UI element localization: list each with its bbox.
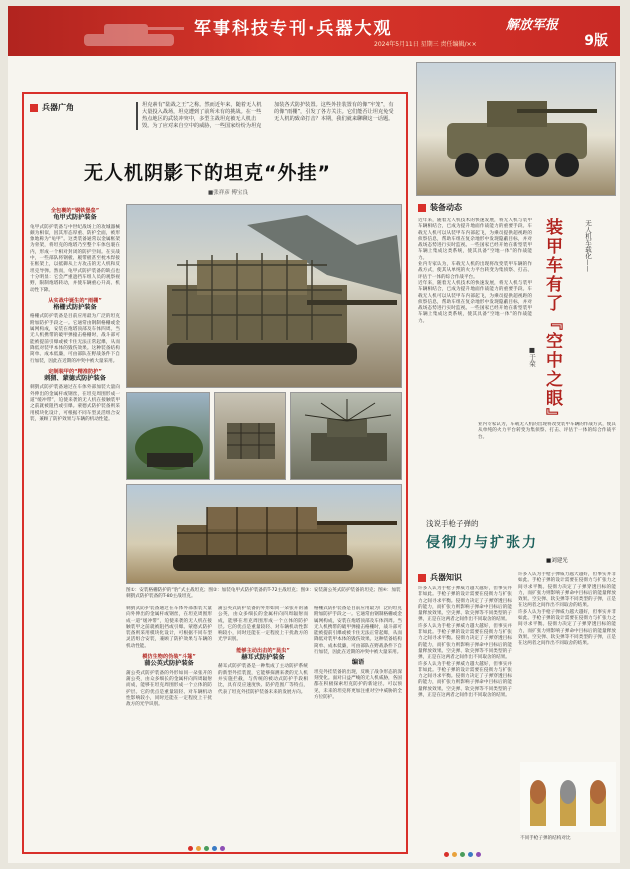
side-article-body — [418, 218, 532, 418]
tag-square-icon — [30, 104, 38, 112]
bottom-article-text: 许多人认为手枪子弹威力越大越好，但事实并非如此。手枪子弹的设计需要在侵彻力与扩张力之间寻求平衡。侵彻力决定了子弹穿透目标的能力，而扩张力则影响子弹命中目标后的能量释放效果。空尖弹、软尖弹等不同类型的子弹，正是在这两者之间作出不同取舍的结果。 — [518, 572, 616, 609]
section-body: 赫耳式防护装备是一种集成了主动防护系统的新型外挂装置，它能够探测来袭的无人机并实施拦截，与传统的被动式防护手段相比，具有反应速度快、防护范围广等特点，代表了坦克外挂防护装备未来的发展方向。 — [218, 664, 308, 695]
tank-silhouette-icon — [74, 10, 184, 54]
article-intro: 坦克素有“陆战之王”之称。然而近年来，随着无人机大量投入战场，坦克遭到了前所未有的挑战。在一些热点地区的武装冲突中，多型主战坦克被无人机击毁。为了应对来自空中的威胁，一些国家纷纷为坦克加装各式防护装置。这些外挂装置有的像“牢笼”，有的像“雨棚”，引发了各方关注。它们能否让坦克免受无人机的致命打击？本期，我们就来聊聊这一话题。 — [136, 102, 398, 130]
section-tag-equipment: 装备动态 — [418, 202, 462, 213]
center-text-column-3 — [314, 606, 402, 846]
side-article-byline: ■于荣 — [528, 346, 536, 367]
editor-note-label: 编语 — [351, 659, 365, 667]
section-body: 龟甲式防护装备与中世纪战场上的攻城器械颇为相似，因其形态厚重、防护全面，被形象地称为“龟甲”。这类装备通常以金属框架为骨架，将坦克的炮塔乃至整个车体包裹在内，形成一个相对封闭的防护空间。在实战中，一些部队将钢板、履带板甚至枕木焊接在框架上，以抵御从上方攻击的无人机和反坦克导弹。然而，龟甲式防护装备的缺点也十分明显：它会严重遮挡车组人员的观察视野，限制炮塔转动，并使车辆重心升高、机动性下降。 — [30, 224, 120, 293]
decorative-dots — [444, 852, 481, 857]
bottom-article-subtitle: 浅说手枪子弹的 — [426, 519, 479, 528]
bottom-article-column-2 — [518, 572, 616, 758]
section-title: 格栅式防护装备 — [53, 304, 97, 312]
page-number: 9版 — [584, 33, 608, 49]
center-text-column-2 — [218, 606, 308, 846]
section-body: 刺猬式防护装备通过在车体外部加装大量向外伸出的金属杆或钢丝，在坦克周围形成一道“缓冲带”，迫使来袭的无人机在接触装甲之前就被阻挡或引爆。蒙德式防护装备则采用模块化设计，可根据不同车型灵活组合安装，兼顾了防护效果与车辆的机动性能。 — [30, 385, 120, 422]
section-title: 龟甲式防护装备 — [53, 214, 97, 222]
section-label: 定制装甲的“精准防护” — [48, 368, 102, 375]
decorative-dots — [188, 846, 225, 851]
bottom-article-column-1 — [418, 586, 512, 848]
bottom-article-byline: ■刘建光 — [546, 558, 568, 564]
article-byline: ■张祥彦 傅宝良 — [208, 190, 248, 196]
photo-armored-vehicle — [416, 62, 616, 196]
section-body: 格栅式防护装备是目前应用最为广泛的坦克附加防护手段之一。它通常由钢制格栅或金属网构成，安装在炮塔顶部及车体四周。当无人机携带的破甲弹撞击格栅时，战斗部可能被提前引爆或被卡住无法正常起爆，从而降低对装甲本体的毁伤效果。这种装备结构简单、成本低廉，可由部队在野战条件下自行加装，因此在近期的冲突中被大量采用。 — [314, 606, 402, 656]
section-body: 刺猬式防护装备通过在车体外部加装大量向外伸出的金属杆或钢丝，在坦克周围形成一道“缓冲带”，迫使来袭的无人机在接触装甲之前就被阻挡或引爆。蒙德式防护装备则采用模块化设计，可根据不同车型灵活组合安装，兼顾了防护效果与车辆的机动性能。 — [126, 606, 212, 649]
bottom-article-text: 许多人认为手枪子弹威力越大越好，但事实并非如此。手枪子弹的设计需要在侵彻力与扩张力之间寻求平衡。侵彻力决定了子弹穿透目标的能力，而扩张力则影响子弹命中目标后的能量释放效果。空尖弹、软尖弹等不同类型的子弹，正是在这两者之间作出不同取舍的结果。 — [518, 609, 616, 647]
section-title: 刺猬、蒙德式防护装备 — [44, 375, 106, 383]
tag-square-icon — [418, 574, 426, 582]
bottom-article-title: 侵彻力与扩张力 — [426, 535, 538, 551]
section-label: 全包裹的“钢铁堡垒” — [50, 208, 100, 214]
photo-bullets — [520, 762, 616, 832]
bottom-article-text: 许多人认为手枪子弹威力越大越好，但事实并非如此。手枪子弹的设计需要在侵彻力与扩张力之间寻求平衡。侵彻力决定了子弹穿透目标的能力，而扩张力则影响子弹命中目标后的能量释放效果。空尖弹、软尖弹等不同类型的子弹，正是在这两者之间作出不同取舍的结果。 — [418, 661, 512, 699]
photo-tank-dandelion — [290, 392, 402, 480]
side-article-lead: 无人机车载化—— — [584, 220, 592, 272]
newspaper-logo: 解放军报 — [506, 18, 559, 33]
section-body: 格栅式防护装备是目前应用最为广泛的坦克附加防护手段之一。它通常由钢制格栅或金属网构成，安装在炮塔顶部及车体四周。当无人机携带的破甲弹撞击格栅时，战斗部可能被提前引爆或被卡住无法正常起爆，从而降低对装甲本体的毁伤效果。这种装备结构简单、成本低廉，可由部队在野战条件下自行加装，因此在近期的冲突中被大量采用。 — [30, 314, 120, 364]
left-text-column — [30, 204, 120, 844]
masthead-banner — [8, 6, 620, 56]
section-tag-weapons: 兵器广角 — [30, 102, 74, 113]
section-body: 蒲公英式防护装备的外形如同一朵张开的蒲公英，由众多细长的金属杆向四周辐射而成，能够在坦克周围形成一个立体的防护层。它的优点是重量较轻、对车辆机动性影响较小，同时还能在一定程度上干扰敌方的光学识别。 — [126, 670, 212, 708]
newspaper-page — [8, 6, 620, 863]
bottom-article-text: 许多人认为手枪子弹威力越大越好，但事实并非如此。手枪子弹的设计需要在侵彻力与扩张力之间寻求平衡。侵彻力决定了子弹穿透目标的能力，而扩张力则影响子弹命中目标后的能量释放效果。空尖弹、软尖弹等不同类型的子弹，正是在这两者之间作出不同取舍的结果。 — [418, 623, 512, 661]
side-article-text: 业内专家认为，车载无人机的出现将改变装甲车辆的作战方式，使其从单纯的火力平台转变为集侦察、打击、评估于一体的综合作战平台。 — [478, 422, 616, 440]
masthead-title: 军事科技专刊·兵器大观 — [194, 19, 393, 39]
section-tag-knowledge: 兵器知识 — [418, 572, 462, 583]
side-article-title: 装甲车有了『空中之眼』 — [542, 218, 562, 427]
editor-note-body: 坦克外挂装备的出现，反映了战争形态的深刻变化。面对日益严峻的无人机威胁，各国都在积极探索坦克防护的新途径。可以预见，未来的坦克将更加注重对空中威胁的全方位防护。 — [314, 669, 402, 700]
article-headline: 无人机阴影下的坦克“外挂” — [84, 162, 331, 184]
photo-tank-cage — [126, 204, 402, 388]
section-body: 蒲公英式防护装备的外形如同一朵张开的蒲公英，由众多细长的金属杆向四周辐射而成，能够在坦克周围形成一个立体的防护层。它的优点是重量较轻、对车辆机动性影响较小，同时还能在一定程度上干扰敌方的光学识别。 — [218, 606, 308, 643]
section-label: 能够主动出击的“昆虫” — [236, 647, 290, 654]
section-title: 蒲公英式防护装备 — [144, 660, 194, 668]
bottom-article-text: 许多人认为手枪子弹威力越大越好，但事实并非如此。手枪子弹的设计需要在侵彻力与扩张力之间寻求平衡。侵彻力决定了子弹穿透目标的能力，而扩张力则影响子弹命中目标后的能量释放效果。空尖弹、软尖弹等不同类型的子弹，正是在这两者之间作出不同取舍的结果。 — [418, 586, 512, 623]
dateline: 2024年5月11日 星期三 责任编辑/×× — [374, 41, 477, 48]
photo-tank-desert — [126, 484, 402, 584]
section-label: 从实战中诞生的“雨棚” — [48, 297, 102, 304]
photo-tank-camouflage — [126, 392, 210, 480]
side-article-body-end — [478, 422, 616, 512]
side-article-text: 近年来，随着无人机技术的快速发展，将无人机与装甲车辆相结合，已成为提升地面作战能力的重要手段。车载无人机可以从装甲车内部起飞，为乘员提供超视距的侦察信息，帮助车组在复杂地形中发现隐蔽目标，并对战场态势进行实时监视。一些国家已经开始在新型装甲车辆上集成这类系统，使其具备“空地一体”的作战能力。 — [418, 280, 532, 324]
tag-square-icon — [418, 204, 426, 212]
side-article-text: 业内专家认为，车载无人机的出现将改变装甲车辆的作战方式，使其从单纯的火力平台转变为集侦察、打击、评估于一体的综合作战平台。 — [418, 262, 532, 280]
side-article-text: 近年来，随着无人机技术的快速发展，将无人机与装甲车辆相结合，已成为提升地面作战能力的重要手段。车载无人机可以从装甲车内部起飞，为乘员提供超视距的侦察信息，帮助车组在复杂地形中发现隐蔽目标，并对战场态势进行实时监视。一些国家已经开始在新型装甲车辆上集成这类系统，使其具备“空地一体”的作战能力。 — [418, 218, 532, 261]
bullets-caption: 不同手枪子弹的结构对比 — [520, 836, 571, 841]
photo-caption: 图①：安装格栅防护的“豹”式主战坦克；图②：加装龟甲式防护装备的T-72主战坦克；图③：安装蒲公英式防护装备的坦克；图④：加装刺猬式防护装备的T-80主战坦克。 — [126, 588, 401, 599]
section-label: 模仿生物的伪装“斗篷” — [142, 654, 196, 661]
photo-tank-screen — [214, 392, 286, 480]
section-title: 赫耳式防护装备 — [241, 654, 285, 662]
center-text-column-1 — [126, 606, 212, 846]
